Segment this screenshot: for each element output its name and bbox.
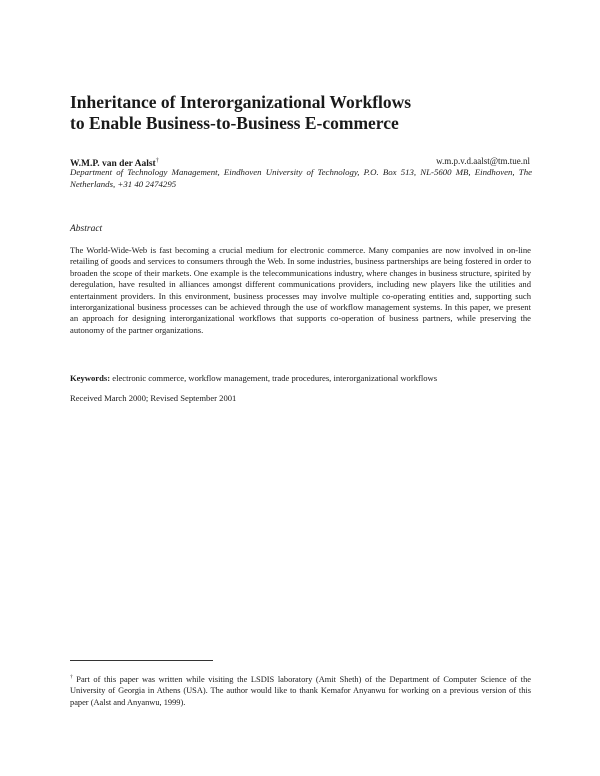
footnote-divider [70, 660, 213, 661]
footnote-mark: † [70, 674, 75, 680]
author-email[interactable]: w.m.p.v.d.aalst@tm.tue.nl [436, 156, 530, 166]
received-date: Received March 2000; Revised September 2001 [70, 393, 237, 403]
paper-title [70, 92, 540, 134]
paper-title-line-2: to Enable Business-to-Business E-commerce [70, 113, 399, 133]
footnote-text: Part of this paper was written while visiting the LSDIS laboratory (Amit Sheth) of the Department of Computer Science of the University of Georgia in Athens (USA). The author would like to thank Kemafor Anyanwu for working on a previous version of this paper (Aalst and Anyanwu, 1999). [70, 675, 531, 707]
author-name-text: W.M.P. van der Aalst [70, 159, 156, 169]
abstract-body: The World-Wide-Web is fast becoming a crucial medium for electronic commerce. Many companies are now involved in on-line retailing of goods and services to consumers through the Web. In some industries, business partnerships are being fostered in order to broaden the scope of their markets. One example is the telecommunications industry, where changes in business structure, spirited by deregulation, have resulted in alliances amongst different communications providers, including new players like the utilities and entertainment providers. In this environment, business processes may involve multiple co-operating entities and, supporting such interorganizational business processes can be achieved through the use of workflow management systems. In this paper, we present an approach for designing interorganizational workflows that supports co-operation of business partners, while preserving the autonomy of the partner organizations. [70, 245, 531, 335]
author-footnote-mark: † [155, 158, 159, 164]
paper-title-line-1: Inheritance of Interorganizational Workflows [70, 92, 412, 112]
keywords-label: Keywords: [70, 373, 111, 383]
author-affiliation: Department of Technology Management, Eindhoven University of Technology, P.O. Box 513, NL-5600 MB, Eindhoven, The Netherlands, +31 40 2474295 [70, 167, 532, 189]
keywords-line [70, 372, 531, 384]
footnote [70, 672, 531, 708]
keywords-text: electronic commerce, workflow management, trade procedures, interorganizational workflows [112, 373, 438, 383]
abstract-heading: Abstract [70, 224, 103, 234]
